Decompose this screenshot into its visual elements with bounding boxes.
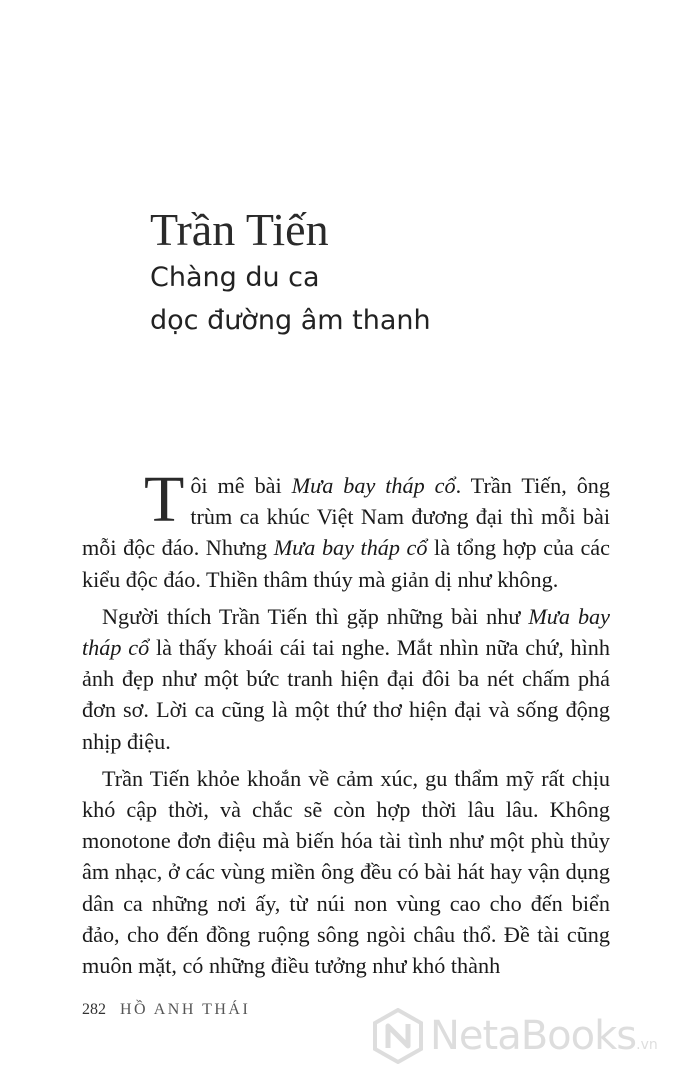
paragraph-2-end: là thấy khoái cái tai nghe. Mắt nhìn nữa chứ, hình ảnh đẹp như một bức tranh hiện đại đôi ba nét chấm phá đơn sơ. Lời ca cũng là một thứ thơ hiện đại và sống động nhịp điệu. bbox=[82, 635, 610, 754]
paragraph-3: Trần Tiến khỏe khoắn về cảm xúc, gu thẩm mỹ rất chịu khó cập thời, và chắc sẽ còn hợp thời lâu lâu. Không monotone đơn điệu mà biến hóa tài tình như một phù thủy âm nhạc, ở các vùng miền ông đều có bài hát hay vận dụng dân ca những nơi ấy, từ núi non vùng cao cho đến biển đảo, cho đến đồng ruộng sông ngòi châu thổ. Đề tài cũng muôn mặt, có những điều tưởng như khó thành bbox=[82, 765, 610, 979]
page-footer bbox=[82, 1000, 250, 1020]
paragraph-2 bbox=[82, 601, 610, 757]
paragraph-2-start: Người thích Trần Tiến thì gặp những bài như bbox=[102, 603, 529, 629]
netabooks-logo-icon bbox=[372, 1008, 424, 1064]
paragraph-1 bbox=[82, 463, 610, 595]
watermark-brand: NetaBooks bbox=[430, 1013, 637, 1059]
song-title-1: Mưa bay tháp cổ bbox=[291, 473, 456, 498]
body-text bbox=[82, 463, 610, 981]
paragraph-1-end: là tổng hợp của các kiểu độc đáo. Thiền thâm thúy mà giản dị như không. bbox=[82, 535, 610, 592]
chapter-author-name: Trần Tiến bbox=[150, 204, 329, 255]
watermark bbox=[372, 1008, 692, 1066]
song-title-2: Mưa bay tháp cổ bbox=[273, 535, 428, 561]
chapter-subtitle-line-1: Chàng du ca bbox=[150, 262, 320, 293]
paragraph-1-start: ôi mê bài bbox=[190, 473, 292, 498]
watermark-suffix: .vn bbox=[636, 1037, 658, 1053]
page-number: 282 bbox=[82, 1001, 106, 1018]
paragraph-1-middle: . Trần Tiến, ông trùm ca khúc Việt Nam đương đại thì mỗi bài mỗi độc đáo. Nhưng bbox=[82, 473, 610, 561]
chapter-subtitle-line-2: dọc đường âm thanh bbox=[150, 305, 431, 336]
drop-cap: T bbox=[144, 463, 185, 536]
watermark-text bbox=[430, 1012, 658, 1069]
chapter-subtitle bbox=[150, 256, 431, 342]
song-title-3: Mưa bay tháp cổ bbox=[82, 603, 610, 661]
book-author-name: HỒ ANH THÁI bbox=[120, 1001, 251, 1018]
